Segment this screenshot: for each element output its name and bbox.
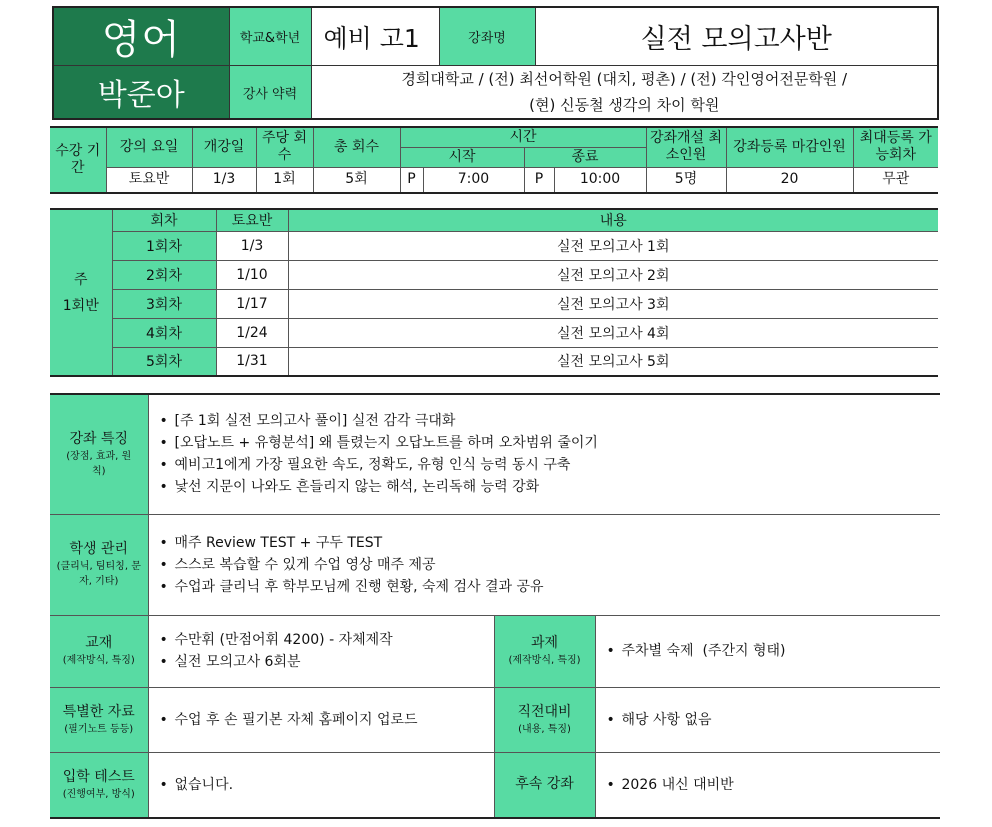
features-label-text: 강좌 특징: [69, 430, 129, 447]
special-material-label: [50, 687, 148, 752]
schedule-side-label: [50, 209, 112, 376]
list-item: • 예비고1에게 가장 필요한 속도, 정확도, 유형 인식 능력 동시 구축: [159, 454, 941, 476]
textbook-content: [148, 615, 494, 687]
open-date-value: 1/3: [192, 167, 256, 193]
management-label-text: 학생 관리: [69, 541, 129, 557]
special-material-sublabel: (필기노트 등등): [64, 723, 134, 735]
deadline-header: 강좌등록 마감인원: [726, 127, 853, 167]
school-grade-value: 예비 고1: [311, 7, 439, 66]
course-period-table: [50, 126, 938, 194]
homework-content: [595, 615, 940, 687]
list-item: • 주차별 숙제 (주간지 형태): [606, 640, 941, 662]
min-students-value: 5명: [646, 167, 726, 193]
features-label: [50, 394, 148, 514]
entrance-test-label: [50, 752, 148, 818]
management-label: [50, 514, 148, 615]
followup-course-content: [595, 752, 940, 818]
special-material-list: [159, 709, 494, 731]
textbook-label: [50, 615, 148, 687]
table-row: [50, 318, 938, 347]
followup-course-label: 후속 강좌: [494, 752, 595, 818]
features-list: [159, 410, 941, 498]
max-rounds-value: 무관: [853, 167, 938, 193]
homework-label: [494, 615, 595, 687]
textbook-label-text: 교재: [85, 635, 113, 651]
school-grade-label: 학교&학년: [229, 7, 311, 66]
followup-course-list: [606, 774, 941, 796]
period-side-label: 수강 기간: [50, 127, 106, 193]
features-sublabel: (장점, 효과, 원칙): [66, 450, 132, 477]
start-time-header: 시작: [400, 147, 524, 167]
career-label: 강사 약력: [229, 66, 311, 120]
date-cell: 1/17: [216, 289, 288, 318]
textbook-sublabel: (제작방식, 특징): [62, 655, 135, 666]
list-item: • 스스로 복습할 수 있게 수업 영상 매주 제공: [159, 554, 941, 576]
exam-prep-label-text: 직전대비: [517, 703, 572, 720]
deadline-value: 20: [726, 167, 853, 193]
entrance-test-list: [159, 774, 494, 796]
open-date-header: 개강일: [192, 127, 256, 167]
table-row: [50, 289, 938, 318]
course-details-table: [50, 393, 940, 819]
list-item: • 수업과 클리닉 후 학부모님께 진행 현황, 숙제 검사 결과 공유: [159, 576, 941, 598]
exam-prep-content: [595, 687, 940, 752]
day-value: 토요반: [106, 167, 192, 193]
start-time-value: 7:00: [423, 167, 524, 193]
content-cell: 실전 모의고사 2회: [288, 260, 938, 289]
end-ampm: P: [524, 167, 554, 193]
schedule-table: [50, 208, 938, 377]
special-material-label-text: 특별한 자료: [62, 703, 135, 720]
schedule-side-text: 주 1회반: [62, 271, 99, 314]
exam-prep-label: [494, 687, 595, 752]
content-cell: 실전 모의고사 1회: [288, 231, 938, 260]
weekly-count-value: 1회: [256, 167, 313, 193]
list-item: • 없습니다.: [159, 774, 494, 796]
max-rounds-header: 최대등록 가능회차: [853, 127, 938, 167]
list-item: • 수업 후 손 필기본 자체 홈페이지 업로드: [159, 709, 494, 731]
career-line-1: 경희대학교 / (전) 최선어학원 (대치, 평촌) / (전) 각인영어전문학원 /: [401, 70, 848, 88]
time-header: 시간: [400, 127, 646, 147]
list-item: • [주 1회 실전 모의고사 풀이] 실전 감각 극대화: [159, 410, 941, 432]
table-row: [50, 347, 938, 376]
round-cell: 1회차: [112, 231, 216, 260]
list-item: • 낯선 지문이 나와도 흔들리지 않는 해석, 논리독해 능력 강화: [159, 476, 941, 498]
teacher-name: 박준아: [53, 66, 229, 120]
table-row: [50, 231, 938, 260]
course-name-value: 실전 모의고사반: [535, 7, 938, 66]
content-cell: 실전 모의고사 5회: [288, 347, 938, 376]
homework-label-text: 과제: [530, 635, 559, 651]
content-header: 내용: [288, 209, 938, 231]
textbook-list: [159, 629, 494, 673]
homework-list: [606, 640, 941, 662]
list-item: • 해당 사항 없음: [606, 709, 941, 731]
date-cell: 1/24: [216, 318, 288, 347]
management-content: [148, 514, 940, 615]
date-cell: 1/31: [216, 347, 288, 376]
round-cell: 5회차: [112, 347, 216, 376]
round-cell: 3회차: [112, 289, 216, 318]
list-item: • 수만휘 (만점어휘 4200) - 자체제작: [159, 629, 494, 651]
management-sublabel: (클리닉, 팀티칭, 문자, 기타): [56, 561, 141, 587]
management-list: [159, 532, 941, 598]
career-line-2: (현) 신동철 생각의 차이 학원: [529, 96, 720, 114]
subject-title: 영어: [53, 7, 229, 66]
round-cell: 2회차: [112, 260, 216, 289]
content-cell: 실전 모의고사 4회: [288, 318, 938, 347]
total-count-header: 총 회수: [313, 127, 400, 167]
list-item: • 실전 모의고사 6회분: [159, 651, 494, 673]
weekly-count-header: 주당 회수: [256, 127, 313, 167]
start-ampm: P: [400, 167, 423, 193]
exam-prep-list: [606, 709, 941, 731]
round-cell: 4회차: [112, 318, 216, 347]
class-header: 토요반: [216, 209, 288, 231]
exam-prep-sublabel: (내용, 특징): [518, 723, 571, 735]
date-cell: 1/3: [216, 231, 288, 260]
end-time-value: 10:00: [554, 167, 646, 193]
list-item: • [오답노트 + 유형분석] 왜 틀렸는지 오답노트를 하며 오차범위 줄이기: [159, 432, 941, 454]
entrance-test-sublabel: (진행여부, 방식): [62, 788, 135, 800]
special-material-content: [148, 687, 494, 752]
list-item: • 2026 내신 대비반: [606, 774, 941, 796]
features-content: [148, 394, 940, 514]
date-cell: 1/10: [216, 260, 288, 289]
round-header: 회차: [112, 209, 216, 231]
min-students-header: 강좌개설 최소인원: [646, 127, 726, 167]
homework-sublabel: (제작방식, 특징): [508, 655, 581, 666]
entrance-test-content: [148, 752, 494, 818]
list-item: • 매주 Review TEST + 구두 TEST: [159, 532, 941, 554]
day-header: 강의 요일: [106, 127, 192, 167]
total-count-value: 5회: [313, 167, 400, 193]
course-header: [52, 6, 939, 120]
content-cell: 실전 모의고사 3회: [288, 289, 938, 318]
end-time-header: 종료: [524, 147, 646, 167]
table-row: [50, 260, 938, 289]
career-value: [311, 66, 938, 120]
entrance-test-label-text: 입학 테스트: [62, 768, 135, 785]
course-name-label: 강좌명: [439, 7, 535, 66]
